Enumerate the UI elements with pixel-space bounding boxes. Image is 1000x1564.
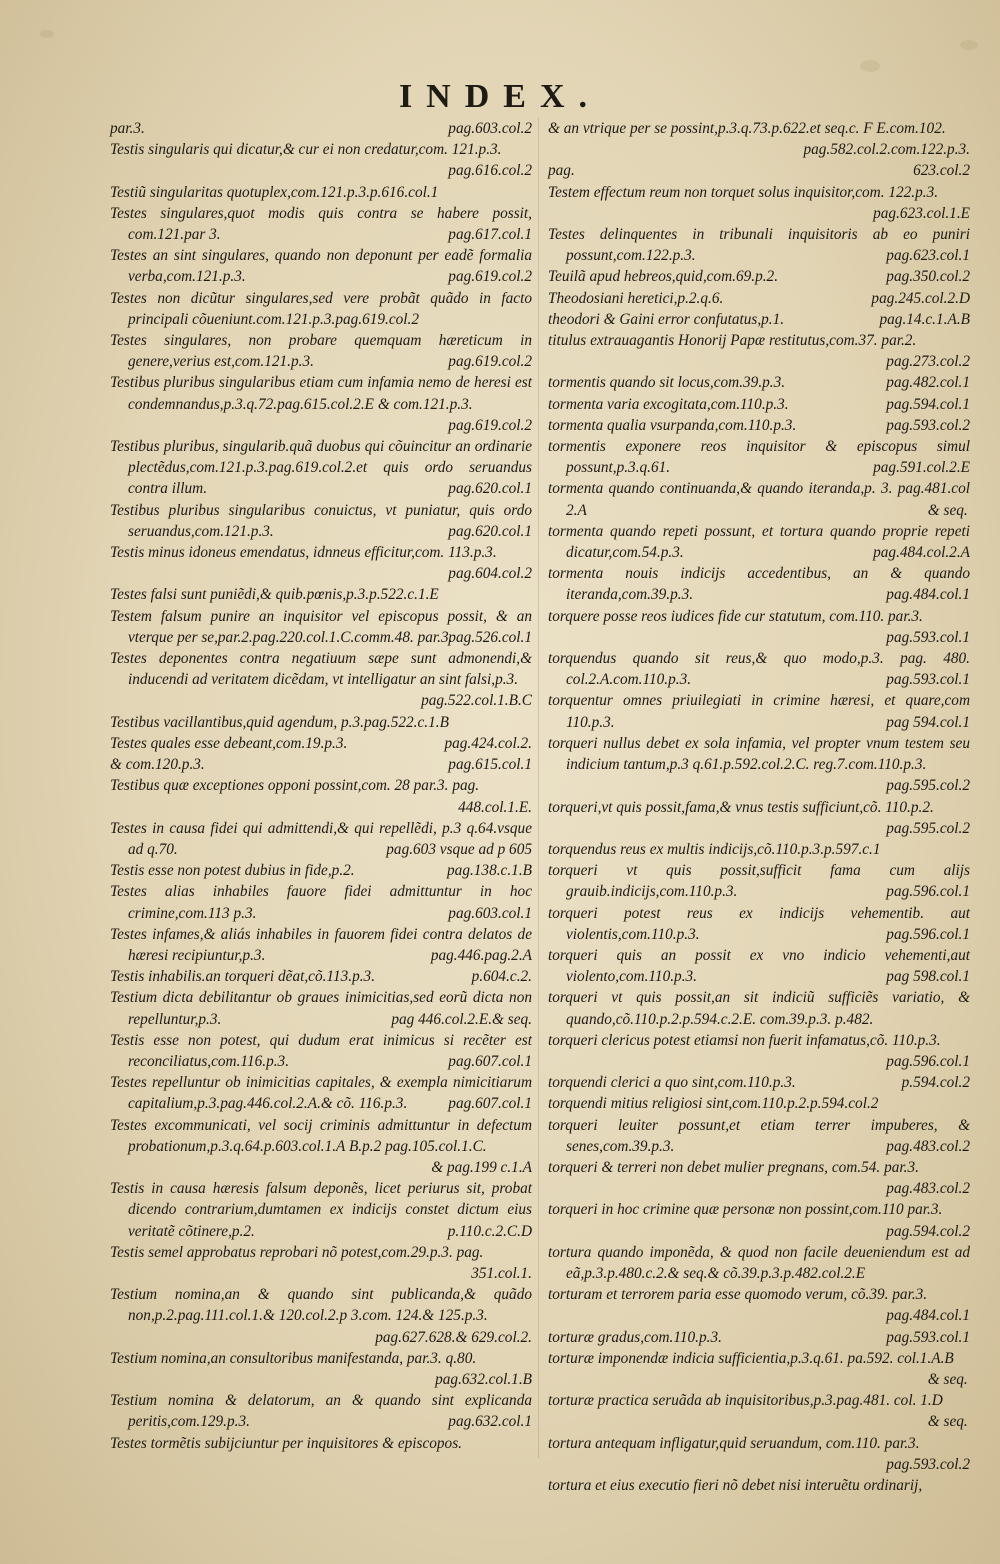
- entry-text: titulus extrauagantis Honorij Papæ restitutus,com.37. par.2.: [548, 332, 917, 350]
- index-entry: [548, 987, 970, 1029]
- page-reference: 351.col.1.: [471, 1264, 532, 1282]
- page-reference: pag.623.col.1.E: [873, 204, 970, 222]
- entry-text: tortura quando imponẽda, & quod non facile deueniendum est ad eã,p.3.p.480.c.2.& seq.& cõ.39.p.3.p.482.col.2.E: [548, 1243, 970, 1282]
- page-reference: & pag.199 c.1.A: [431, 1158, 532, 1176]
- entry-text: Testium nomina & delatorum, an & quando sint explicanda peritis,com.129.p.3.: [110, 1392, 532, 1431]
- entry-text: Testium nomina,an consultoribus manifestanda, par.3. q.80.: [110, 1349, 477, 1367]
- entry-text: tormenta quando continuanda,& quando iteranda,p. 3. pag.481.col 2.A: [548, 480, 970, 519]
- index-entry: [548, 860, 970, 902]
- index-entry: [548, 521, 970, 563]
- entry-text: Testibus quæ exceptiones opponi possint,com. 28 par.3. pag.: [110, 777, 480, 795]
- index-entry: [110, 1348, 532, 1390]
- page-reference: pag.593.col.1: [886, 628, 970, 646]
- index-entry: [548, 309, 970, 330]
- index-entry: [110, 733, 532, 754]
- entry-text: Testis esse non potest dubius in fide,p.2.: [110, 862, 355, 880]
- index-entry: [548, 436, 970, 478]
- page-reference: pag.593.col.2: [886, 416, 970, 434]
- entry-text: & com.120.p.3.: [110, 756, 205, 774]
- index-entry: [548, 1115, 970, 1157]
- page-reference: pag.619.col.2: [448, 416, 532, 434]
- entry-text: theodori & Gaini error confutatus,p.1.: [548, 310, 785, 328]
- page-reference: pag 598.col.1: [886, 968, 970, 986]
- entry-text: tormentis exponere reos inquisitor & episcopus simul possunt,p.3.q.61.: [548, 438, 970, 477]
- entry-text: tormenta varia excogitata,com.110.p.3.: [548, 395, 789, 413]
- entry-text: Testibus pluribus singularibus etiam cum infamia nemo de heresi est condemnandus,p.3.q.72.pag.615.col.2.E & com.121.p.3.: [110, 374, 532, 413]
- index-entry: [110, 606, 532, 648]
- entry-text: Testes singulares, non probare quemquam hæreticum in genere,verius est,com.121.p.3.: [110, 332, 532, 371]
- entry-text: torturæ imponendæ indicia sufficientia,p.3.q.61. pa.592. col.1.A.B: [548, 1349, 954, 1367]
- entry-text: torqueri in hoc crimine quæ personæ non possint,com.110 par.3.: [548, 1201, 943, 1219]
- entry-text: torqueri potest reus ex indicijs vehementib. aut violentis,com.110.p.3.: [548, 904, 970, 943]
- page-reference: pag.483.col.2: [886, 1137, 970, 1155]
- page-reference: & seq.: [927, 1413, 968, 1431]
- page-reference: pag.595.col.2: [886, 819, 970, 837]
- index-entry: [548, 648, 970, 690]
- page-reference: p.594.col.2: [901, 1074, 970, 1092]
- index-entry: [548, 372, 970, 393]
- index-entry: [110, 712, 532, 733]
- entry-text: Testem effectum reum non torquet solus inquisitor,com. 122.p.3.: [548, 183, 939, 201]
- entry-text: Testes non dicũtur singulares,sed vere probãt quãdo in facto principali cõueniunt.com.121.p.3.pag.619.col.2: [110, 289, 532, 328]
- index-entry: [110, 881, 532, 923]
- index-entry: [110, 1242, 532, 1284]
- index-entry: [548, 330, 970, 372]
- page-reference: pag.607.col.1: [448, 1052, 532, 1070]
- page-reference: pag.596.col.1: [886, 883, 970, 901]
- page-reference: pag.245.col.2.D: [871, 289, 970, 307]
- index-entry: [110, 818, 532, 860]
- index-entry: [548, 478, 970, 520]
- index-entry: [548, 1433, 970, 1475]
- entry-text: Theodosiani heretici,p.2.q.6.: [548, 289, 724, 307]
- index-entry: [548, 415, 970, 436]
- index-entry: [110, 500, 532, 542]
- index-entry: [548, 1072, 970, 1093]
- page-reference: pag.273.col.2: [886, 353, 970, 371]
- index-entry: [548, 1327, 970, 1348]
- page-reference: pag.617.col.1: [448, 226, 532, 244]
- page-reference: pag.619.col.2: [448, 268, 532, 286]
- index-entry: [110, 924, 532, 966]
- index-entry: [110, 584, 532, 605]
- page-reference: pag.632.col.1: [448, 1413, 532, 1431]
- index-entry: [110, 436, 532, 500]
- column-divider: [538, 118, 539, 1458]
- page-reference: pag.350.col.2: [886, 268, 970, 286]
- entry-text: tortura antequam infligatur,quid seruandum, com.110. par.3.: [548, 1434, 920, 1452]
- page-reference: pag.596.col.1: [886, 1052, 970, 1070]
- page-reference: pag.607.col.1: [448, 1095, 532, 1113]
- entry-text: Testes excommunicati, vel socij criminis admittuntur in defectum probationum,p.3.q.64.p.603.col.1.A B.p.2 pag.105.col.1.C.: [110, 1116, 532, 1155]
- page-reference: pag.483.col.2: [886, 1180, 970, 1198]
- index-entry: [110, 1178, 532, 1242]
- entry-text: Testes singulares,quot modis quis contra se habere possit, com.121.par 3.: [110, 204, 532, 244]
- entry-text: & an vtrique per se possint,p.3.q.73.p.622.et seq.c. F E.com.102.: [548, 120, 946, 137]
- index-entry: [548, 1093, 970, 1114]
- index-entry: [110, 966, 532, 987]
- page-reference: p.604.c.2.: [471, 968, 532, 986]
- entry-text: Testis inhabilis.an torqueri dẽat,cõ.113.p.3.: [110, 968, 376, 986]
- entry-text: Testes in causa fidei qui admittendi,& qui repellẽdi, p.3 q.64.vsque ad q.70.: [110, 819, 532, 858]
- entry-text: Testes alias inhabiles fauore fidei admittuntur in hoc crimine,com.113 p.3.: [110, 883, 532, 922]
- entry-text: Testibus pluribus singularibus conuictus, vt puniatur, quis ordo seruandus,com.121.p.3.: [110, 501, 532, 540]
- index-entry: [110, 1115, 532, 1179]
- index-entry: [110, 1433, 532, 1454]
- index-entry: [110, 648, 532, 712]
- entry-text: Teuilã apud hebreos,quid,com.69.p.2.: [548, 268, 779, 286]
- entry-text: torturæ gradus,com.110.p.3.: [548, 1328, 722, 1346]
- index-entry: [548, 690, 970, 732]
- entry-text: torqueri quis an possit ex vno indicio vehementi,aut violento,com.110.p.3.: [548, 946, 970, 986]
- index-entry: [548, 160, 970, 181]
- page-reference: & seq.: [927, 501, 968, 519]
- page-reference: pag.615.col.1: [448, 756, 532, 774]
- entry-text: torqueri nullus debet ex sola infamia, vel propter vnum testem seu indicium tantum,p.3 q.61.p.592.col.2.C. reg.7.com.110.p.3.: [548, 734, 970, 774]
- index-entry: [110, 987, 532, 1029]
- page-reference: pag 446.col.2.E.& seq.: [391, 1010, 532, 1028]
- index-entry: [548, 945, 970, 987]
- page-reference: 623.col.2: [913, 162, 970, 180]
- index-entry: [110, 860, 532, 881]
- page-reference: pag.484.col.2.A: [873, 544, 970, 562]
- index-entry: [548, 1030, 970, 1072]
- index-entry: [548, 903, 970, 945]
- index-entry: [110, 1390, 532, 1432]
- index-entry: [548, 1157, 970, 1199]
- index-entry: [548, 733, 970, 797]
- entry-text: pag.: [548, 162, 575, 180]
- index-entry: [548, 118, 970, 160]
- page-reference: pag.620.col.1: [448, 480, 532, 498]
- entry-text: Testis singularis qui dicatur,& cur ei non credatur,com. 121.p.3.: [110, 141, 502, 159]
- index-entry: [548, 563, 970, 605]
- page-reference: pag.595.col.2: [886, 777, 970, 795]
- entry-text: torqueri & terreri non debet mulier pregnans, com.54. par.3.: [548, 1158, 919, 1176]
- index-entry: [110, 245, 532, 287]
- page-reference: p.110.c.2.C.D: [447, 1222, 532, 1240]
- index-entry: [110, 1030, 532, 1072]
- index-entry: [548, 224, 970, 266]
- entry-text: Testis in causa hæresis falsum deponẽs, licet periurus sit, probat dicendo contrarium,dumtamen ex indicijs constet dictum eius veritatẽ cõtinere,p.2.: [110, 1180, 532, 1240]
- page-reference: pag 594.col.1: [886, 713, 970, 731]
- index-entry: [548, 1390, 970, 1432]
- entry-text: torquentur omnes priuilegiati in crimine hæresi, et quare,com 110.p.3.: [548, 692, 970, 731]
- entry-text: tormenta qualia vsurpanda,com.110.p.3.: [548, 416, 797, 434]
- page-reference: & seq.: [927, 1370, 968, 1388]
- entry-text: Testiũ singularitas quotuplex,com.121.p.3.p.616.col.1: [110, 183, 439, 201]
- page-reference: pag.591.col.2.E: [873, 459, 970, 477]
- entry-text: Testes quales esse debeant,com.19.p.3.: [110, 734, 348, 752]
- index-entry: [548, 266, 970, 287]
- page-reference: pag.603.col.1: [448, 904, 532, 922]
- entry-text: par.3.: [110, 120, 145, 137]
- ink-stain: [960, 40, 978, 50]
- index-entry: [548, 839, 970, 860]
- page-reference: pag.603.col.2: [448, 120, 532, 137]
- entry-text: torturæ practica seruãda ab inquisitoribus,p.3.pag.481. col. 1.D: [548, 1392, 943, 1410]
- page-reference: pag.604.col.2: [448, 565, 532, 583]
- entry-text: torqueri vt quis possit,sufficit fama cum alijs grauib.indicijs,com.110.p.3.: [548, 862, 970, 901]
- page-reference: pag.632.col.1.B: [435, 1370, 532, 1388]
- index-entry: [110, 775, 532, 817]
- page-reference: pag.484.col.1: [886, 586, 970, 604]
- entry-text: Testes deponentes contra negatiuum sæpe sunt admonendi,& inducendi ad veritatem dicẽdam, vt intelligatur an sint falsi,p.3.: [110, 650, 532, 689]
- entry-text: Testis semel approbatus reprobari nõ potest,com.29.p.3. pag.: [110, 1243, 484, 1261]
- entry-text: tortura et eius executio fieri nõ debet nisi interuẽtu ordinarij,: [548, 1477, 923, 1494]
- entry-text: Testium dicta debilitantur ob graues inimicitias,sed eorũ dicta non repelluntur,p.3.: [110, 989, 532, 1028]
- page-reference: pag.603 vsque ad p 605: [386, 840, 532, 858]
- page-reference: pag.446.pag.2.A: [430, 946, 532, 964]
- entry-text: Testes an sint singulares, quando non deponunt per eadẽ formalia verba,com.121.p.3.: [110, 247, 532, 286]
- page-reference: pag.424.col.2.: [444, 734, 532, 752]
- entry-text: tormenta quando repeti possunt, et tortura quando proprie repeti dicatur,com.54.p.3.: [548, 522, 970, 562]
- entry-text: Testes falsi sunt puniẽdi,& quib.pœnis,p.3.p.522.c.1.E: [110, 586, 439, 604]
- index-column-right: [548, 118, 970, 1496]
- entry-text: torqueri,vt quis possit,fama,& vnus testis sufficiunt,cõ. 110.p.2.: [548, 798, 934, 816]
- entry-text: torquendus reus ex multis indicijs,cõ.110.p.3.p.597.c.1: [548, 840, 881, 858]
- entry-text: Testes delinquentes in tribunali inquisitoris ab eo puniri possunt,com.122.p.3.: [548, 226, 970, 265]
- entry-text: Testes tormẽtis subijciuntur per inquisitores & episcopos.: [110, 1434, 462, 1452]
- index-entry: [110, 139, 532, 181]
- index-entry: [110, 288, 532, 330]
- index-entry: [110, 754, 532, 775]
- entry-text: Testes repelluntur ob inimicitias capitales, & exempla nimicitiarum capitalium,p.3.pag.446.col.2.A.& cõ. 116.p.3.: [110, 1074, 532, 1113]
- page-title: INDEX.: [398, 78, 602, 115]
- entry-text: torquendus quando sit reus,& quo modo,p.3. pag. 480. col.2.A.com.110.p.3.: [548, 650, 970, 689]
- index-entry: [110, 182, 532, 203]
- entry-text: Testium nomina,an & quando sint publicanda,& quãdo non,p.2.pag.111.col.1.& 120.col.2.p 3.com. 124.& 125.p.3.: [110, 1286, 532, 1325]
- entry-text: torqueri vt quis possit,an sit indiciũ sufficiẽs variatio, & quando,cõ.110.p.2.p.594.c.2.E. com.39.p.3. p.482.: [548, 989, 970, 1028]
- index-entry: [548, 1348, 970, 1390]
- page-reference: pag.522.col.1.B.C: [421, 692, 532, 710]
- entry-text: Testem falsum punire an inquisitor vel episcopus possit, & an vterque per se,par.2.pag.220.col.1.C.comm.48. par.3.: [110, 607, 532, 646]
- index-entry: [548, 182, 970, 224]
- page-reference: pag.14.c.1.A.B: [879, 310, 970, 328]
- index-entry: [110, 1072, 532, 1114]
- entry-text: Testis esse non potest, qui dudum erat inimicus si recẽter est reconciliatus,com.116.p.3.: [110, 1031, 532, 1070]
- entry-text: Testibus vacillantibus,quid agendum, p.3.pag.522.c.1.B: [110, 713, 449, 731]
- entry-text: Testis minus idoneus emendatus, idnneus efficitur,com. 113.p.3.: [110, 544, 497, 562]
- entry-text: Testes infames,& aliás inhabiles in fauorem fidei contra delatos de hæresi recipiuntur,p.3.: [110, 925, 532, 964]
- index-entry: [548, 1242, 970, 1284]
- entry-text: torquendi mitius religiosi sint,com.110.p.2.p.594.col.2: [548, 1095, 879, 1113]
- page-reference: pag.526.col.1: [448, 628, 532, 646]
- index-entry: [110, 372, 532, 436]
- page-reference: pag.619.col.2: [448, 353, 532, 371]
- page-reference: pag.593.col.1: [886, 1328, 970, 1346]
- ink-stain: [40, 30, 54, 38]
- index-entry: [110, 1284, 532, 1348]
- page-reference: pag.623.col.1: [886, 247, 970, 265]
- index-entry: [110, 118, 532, 139]
- entry-text: torturam et terrorem paria esse quomodo verum, cõ.39. par.3.: [548, 1286, 928, 1304]
- page-reference: pag.627.628.& 629.col.2.: [375, 1328, 532, 1346]
- page-reference: pag.593.col.1: [886, 671, 970, 689]
- entry-text: Testibus pluribus, singularib.quã duobus qui cõuincitur an ordinarie plectẽdus,com.121.p.3.pag.619.col.2.et quis ordo seruandus contra illum.: [110, 438, 532, 498]
- entry-text: tormenta nouis indicijs accedentibus, an & quando iteranda,com.39.p.3.: [548, 565, 970, 604]
- page-reference: pag.484.col.1: [886, 1307, 970, 1325]
- page-reference: pag.482.col.1: [886, 374, 970, 392]
- index-entry: [548, 1475, 970, 1496]
- entry-text: torquere posse reos iudices fide cur statutum, com.110. par.3.: [548, 607, 923, 625]
- index-entry: [548, 606, 970, 648]
- index-column-left: [110, 118, 532, 1454]
- index-entry: [110, 542, 532, 584]
- index-entry: [110, 203, 532, 245]
- page-reference: pag.593.col.2: [886, 1455, 970, 1473]
- page-reference: pag.616.col.2: [448, 162, 532, 180]
- entry-text: torqueri clericus potest etiamsi non fuerit infamatus,cõ. 110.p.3.: [548, 1031, 941, 1049]
- index-entry: [110, 330, 532, 372]
- index-entry: [548, 1284, 970, 1326]
- page-reference: 448.col.1.E.: [458, 798, 532, 816]
- index-entry: [548, 394, 970, 415]
- page-reference: pag.594.col.1: [886, 395, 970, 413]
- page-reference: pag.596.col.1: [886, 925, 970, 943]
- index-entry: [548, 797, 970, 839]
- entry-text: torquendi clerici a quo sint,com.110.p.3.: [548, 1074, 796, 1092]
- index-entry: [548, 1199, 970, 1241]
- ink-stain: [860, 60, 880, 72]
- entry-text: tormentis quando sit locus,com.39.p.3.: [548, 374, 786, 392]
- index-entry: [548, 288, 970, 309]
- page-reference: pag.594.col.2: [886, 1222, 970, 1240]
- page-reference: pag.138.c.1.B: [447, 862, 532, 880]
- page-reference: pag.582.col.2.com.122.p.3.: [803, 141, 970, 159]
- page-reference: pag.620.col.1: [448, 522, 532, 540]
- entry-text: torqueri leuiter possunt,et etiam terrer impuberes, & senes,com.39.p.3.: [548, 1116, 970, 1155]
